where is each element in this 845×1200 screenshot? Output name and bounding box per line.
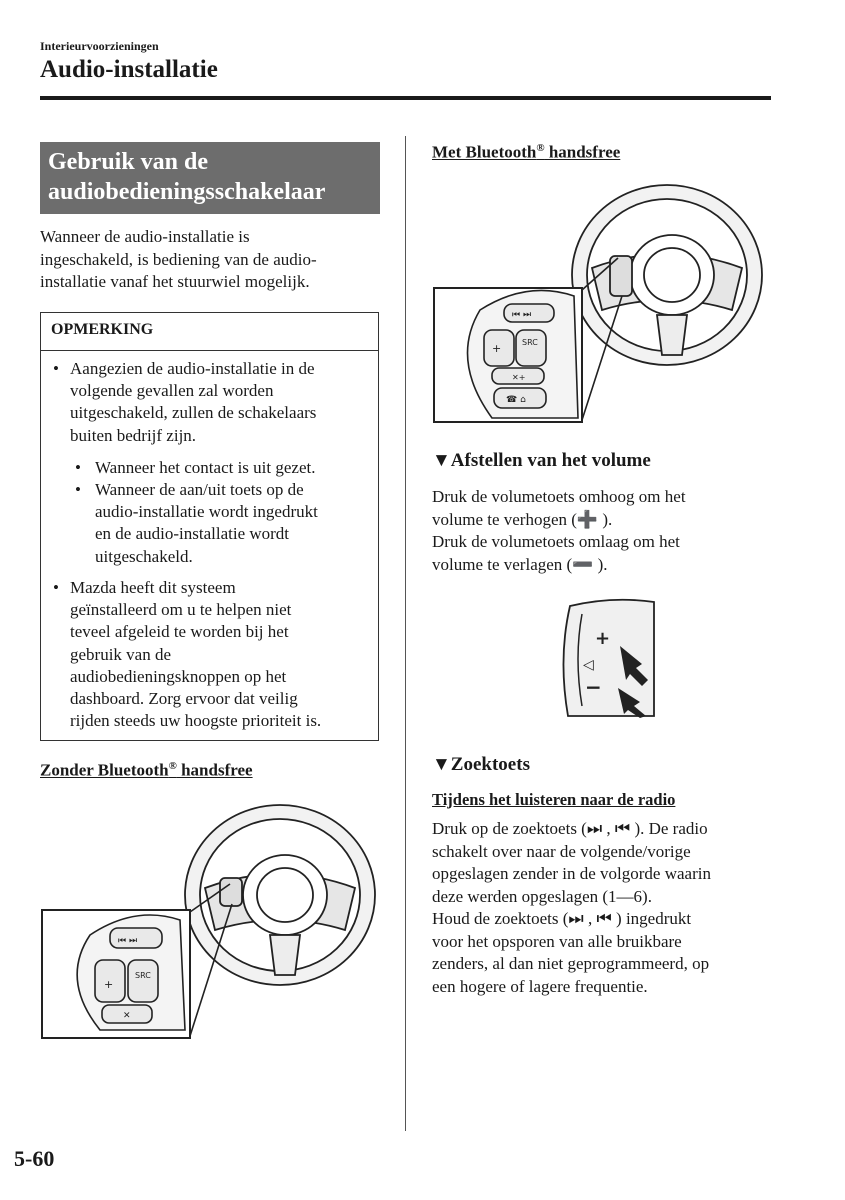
sub-bullet-dot: •: [75, 480, 81, 499]
with-bluetooth-heading: [432, 142, 620, 163]
svg-text:⏮ ⏭: ⏮ ⏭: [512, 310, 532, 320]
note-title: OPMERKING: [41, 313, 378, 351]
registered-mark: ®: [168, 760, 177, 772]
note-box: [40, 312, 379, 741]
speaker-icon: ◁: [583, 657, 594, 673]
without-bluetooth-heading: [40, 760, 253, 781]
note-sub-bullet: [75, 457, 375, 479]
steering-wheel-bt-illustration: [432, 180, 772, 425]
without-bt-text-suffix: handsfree: [176, 760, 253, 780]
seek-paragraph: Druk op de zoektoets (⏭ , ⏮ ). De radio schakelt over naar de volgende/vorige opgeslagen zender in de volgorde waarin deze werden opgeslagen (1—6). Houd de zoektoets (⏭ , ⏮ ) ingedrukt voor het opsporen van alle bruikbare zenders, al dan niet geprogrammeerd, op een hogere of lagere frequentie.: [432, 819, 711, 996]
steering-wheel-illustration: [40, 800, 380, 1040]
column-divider: [405, 136, 406, 1131]
title-rule: [40, 96, 771, 100]
with-bt-text-suffix: handsfree: [544, 142, 621, 162]
bullet-dot: •: [53, 359, 59, 378]
note-sub-bullet-text: Wanneer de aan/uit toets op de audio-installatie wordt ingedrukt en de audio-installatie wordt uitgeschakeld.: [95, 480, 318, 566]
registered-mark: ®: [536, 142, 545, 154]
svg-text:✕: ✕: [123, 1011, 131, 1021]
section-heading: Gebruik van de audiobedieningsschakelaar: [40, 142, 380, 214]
svg-text:SRC: SRC: [135, 971, 151, 980]
volume-paragraph: Druk de volumetoets omhoog om het volume te verhogen (➕ ). Druk de volumetoets omlaag om het volume te verlagen (➖ ).: [432, 487, 686, 574]
note-bullet-text: Mazda heeft dit systeem geïnstalleerd om u te helpen niet teveel afgeleid te worden bij het gebruik van de audiobedieningsknoppen op het dashboard. Zorg ervoor dat veilig rijden steeds uw hoogste prioriteit is.: [70, 578, 322, 731]
note-sub-bullet-text: Wanneer het contact is uit gezet.: [95, 458, 316, 477]
svg-text:SRC: SRC: [522, 338, 538, 347]
intro-paragraph: Wanneer de audio-installatie is ingeschakeld, is bediening van de audio- installatie vanaf het stuurwiel mogelijk.: [40, 227, 317, 291]
seek-subheading: Tijdens het luisteren naar de radio: [432, 790, 676, 809]
plus-icon: +: [595, 628, 611, 649]
svg-text:+: +: [104, 978, 114, 991]
svg-text:+: +: [492, 342, 502, 355]
svg-text:☎ ⌂: ☎ ⌂: [506, 395, 526, 405]
sub-bullet-dot: •: [75, 458, 81, 477]
note-sub-bullet: [75, 479, 375, 568]
with-bt-text: Met Bluetooth: [432, 142, 537, 162]
note-bullet: [53, 358, 373, 447]
volume-heading: ▼Afstellen van het volume: [432, 450, 651, 471]
without-bt-text: Zonder Bluetooth: [40, 760, 169, 780]
minus-icon: −: [585, 675, 602, 699]
section-label: Interieurvoorzieningen: [40, 39, 159, 53]
note-bullet-text: Aangezien de audio-installatie in de volgende gevallen zal worden uitgeschakeld, zullen de schakelaars buiten bedrijf zijn.: [70, 359, 317, 445]
volume-switch-illustration: [552, 598, 662, 718]
seek-heading: ▼Zoektoets: [432, 754, 530, 775]
note-bullet: [53, 577, 373, 732]
page-title: Audio-installatie: [40, 56, 218, 83]
svg-text:✕+: ✕+: [512, 373, 526, 382]
svg-text:⏮ ⏭: ⏮ ⏭: [118, 936, 138, 946]
bullet-dot: •: [53, 578, 59, 597]
page-number: 5-60: [14, 1146, 55, 1171]
